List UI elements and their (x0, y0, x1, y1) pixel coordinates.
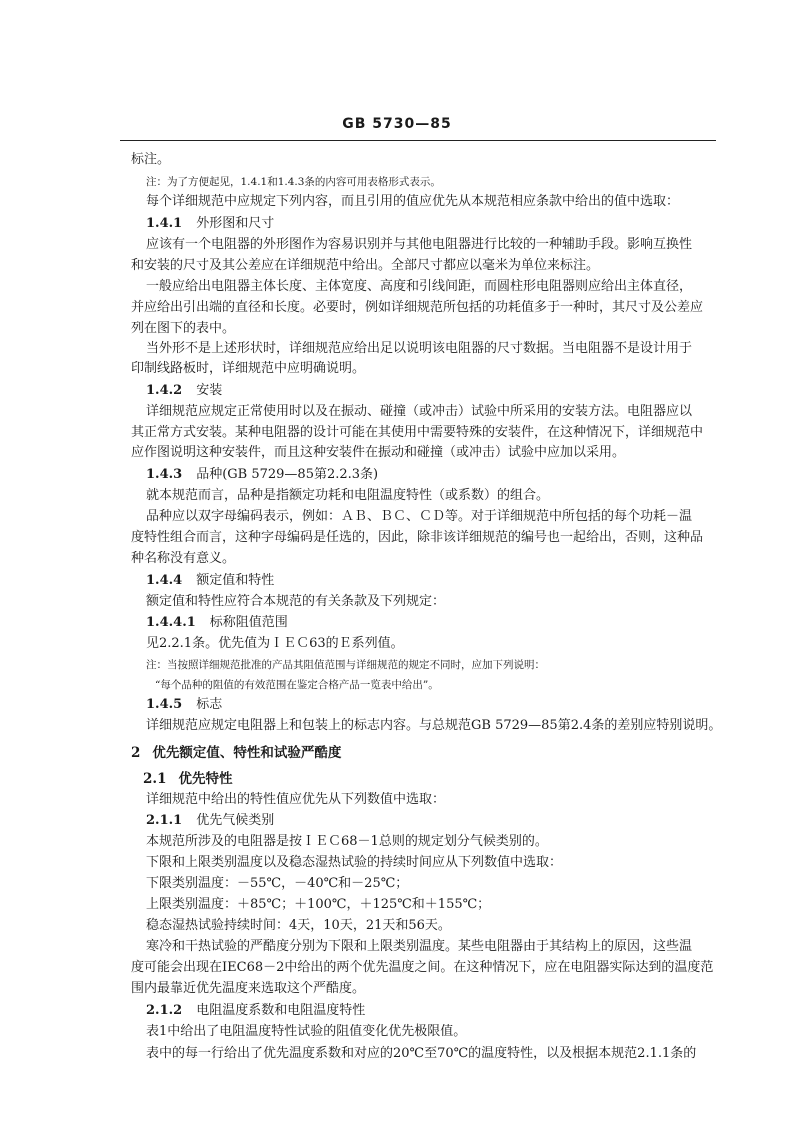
clause-title: 优先气候类别 (196, 813, 275, 828)
clause-heading (146, 813, 274, 829)
text-line: 表1中给出了电阻温度特性试验的阻值变化优先极限值。 (146, 1024, 467, 1039)
clause-number: 1.4.2 (146, 383, 183, 398)
text-line: 每个详细规范中应规定下列内容，而且引用的值应优先从本规范相应条款中给出的值中选取： (146, 194, 680, 209)
text-line: 当外形不是上述形状时，详细规范应给出足以说明该电阻器的尺寸数据。当电阻器不是设计用于 (146, 341, 693, 356)
page-header: GB 5730—85 (342, 116, 452, 132)
text-line: 度可能会出现在IEC68－2中给出的两个优先温度之间。在这种情况下，应在电阻器实际达到的温度范 (131, 960, 714, 975)
text-line: 详细规范应规定电阻器上和包装上的标志内容。与总规范GB 5729—85第2.4条的差别应特别说明。 (146, 718, 722, 733)
text-line: 稳态湿热试验持续时间：4天，10天，21天和56天。 (146, 918, 451, 933)
section-number: 2 (131, 745, 141, 761)
text-line: 额定值和特性应符合本规范的有关条款及下列规定： (146, 594, 446, 609)
clause-number: 1.4.1 (146, 216, 183, 231)
clause-number: 2.1.2 (146, 1003, 183, 1018)
clause-title: 电阻温度系数和电阻温度特性 (196, 1003, 366, 1018)
text-line: 见2.2.1条。优先值为ＩＥＣ63的Ｅ系列值。 (146, 636, 404, 651)
text-line: 寒冷和干热试验的严酷度分别为下限和上限类别温度。某些电阻器由于其结构上的原因，这些温 (146, 939, 693, 954)
section-heading (143, 771, 233, 787)
text-line: 并应给出引出端的直径和长度。必要时，例如详细规范所包括的功耗值多于一种时，其尺寸及公差应 (131, 300, 704, 315)
text-line: 和安装的尺寸及其公差应在详细规范中给出。全部尺寸都应以毫米为单位来标注。 (131, 258, 600, 273)
note-line: “每个品种的阻值的有效范围在鉴定合格产品一览表中给出”。 (155, 679, 439, 691)
text-line: 标注。 (131, 152, 171, 167)
section-number: 2.1 (143, 771, 167, 787)
text-line: 详细规范中给出的特性值应优先从下列数值中选取： (146, 792, 446, 807)
text-line: 其正常方式安装。某种电阻器的设计可能在其使用中需要特殊的安装件，在这种情况下，详细规范中 (131, 425, 704, 440)
clause-heading (146, 383, 222, 399)
clause-number: 1.4.4.1 (146, 615, 196, 630)
clause-title: 标志 (196, 697, 223, 712)
clause-title: 外形图和尺寸 (196, 216, 275, 231)
text-line: 下限类别温度：－55℃，－40℃和－25℃； (146, 876, 409, 891)
text-line: 本规范所涉及的电阻器是按ＩＥＣ68－1总则的规定划分气候类别的。 (146, 834, 548, 849)
clause-title: 安装 (196, 383, 223, 398)
clause-heading (146, 573, 274, 589)
text-line: 应该有一个电阻器的外形图作为容易识别并与其他电阻器进行比较的一种辅助手段。影响互换性 (146, 237, 693, 252)
section-title: 优先额定值、特性和试验严酷度 (152, 745, 342, 761)
note-line: 注：为了方便起见，1.4.1和1.4.3条的内容可用表格形式表示。 (146, 176, 441, 188)
text-line: 详细规范应规定正常使用时以及在振动、碰撞（或冲击）试验中所采用的安装方法。电阻器应以 (146, 404, 693, 419)
text-line: 就本规范而言，品种是指额定功耗和电阻温度特性（或系数）的组合。 (146, 488, 550, 503)
clause-heading (146, 615, 288, 631)
clause-heading (146, 1003, 365, 1019)
clause-number: 2.1.1 (146, 813, 183, 828)
text-line: 上限类别温度：＋85℃；＋100℃，＋125℃和＋155℃； (146, 897, 491, 912)
note-line: 注：当按照详细规范批准的产品其阻值范围与详细规范的规定不同时，应加下列说明： (146, 659, 545, 671)
clause-title: 品种(GB 5729—85第2.2.3条) (196, 467, 379, 482)
text-line: 表中的每一行给出了优先温度系数和对应的20℃至70℃的温度特性，以及根据本规范2.1.1条的 (146, 1046, 697, 1061)
clause-title: 标称阻值范围 (209, 615, 288, 630)
clause-number: 1.4.3 (146, 467, 183, 482)
section-title: 优先特性 (178, 771, 233, 787)
clause-heading (146, 216, 274, 232)
text-line: 一般应给出电阻器主体长度、主体宽度、高度和引线间距，而圆柱形电阻器则应给出主体直径， (146, 279, 693, 294)
clause-heading (146, 697, 222, 713)
text-line: 列在图下的表中。 (131, 321, 236, 336)
text-line: 围内最靠近优先温度来选取这个严酷度。 (131, 981, 366, 996)
clause-number: 1.4.4 (146, 573, 183, 588)
section-heading (131, 745, 341, 761)
text-line: 印制线路板时，详细规范中应明确说明。 (131, 361, 366, 376)
text-line: 下限和上限类别温度以及稳态湿热试验的持续时间应从下列数值中选取： (146, 855, 563, 870)
text-line: 应作图说明这种安装件，而且这种安装件在振动和碰撞（或冲击）试验中应加以采用。 (131, 445, 626, 460)
clause-number: 1.4.5 (146, 697, 183, 712)
clause-title: 额定值和特性 (196, 573, 275, 588)
clause-heading (146, 467, 378, 483)
text-line: 度特性组合而言，这种字母编码是任选的，因此，除非该详细规范的编号也一起给出，否则，这种品 (131, 530, 704, 545)
header-rule (120, 140, 716, 141)
text-line: 种名称没有意义。 (131, 551, 236, 566)
text-line: 品种应以双字母编码表示，例如：ＡＢ、ＢＣ、ＣＤ等。对于详细规范中所包括的每个功耗－温 (146, 509, 693, 524)
